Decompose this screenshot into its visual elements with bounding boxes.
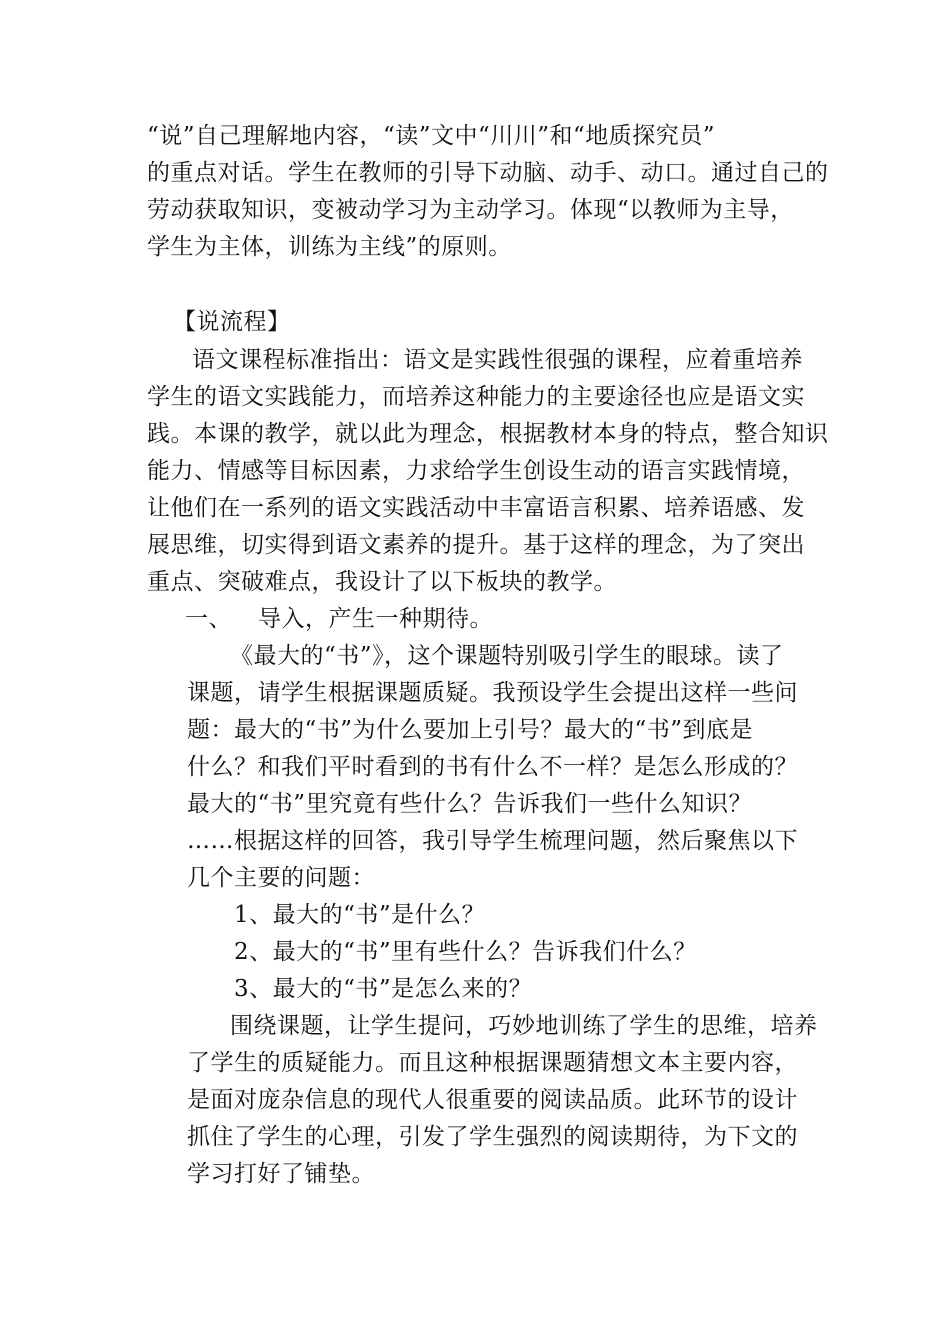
process-line-1: 语文课程标准指出：语文是实践性很强的课程，应着重培养 (192, 347, 803, 373)
step-one-line-5: 最大的“书”里究竟有些什么？告诉我们一些什么知识？ (187, 791, 753, 817)
intro-line-2: 的重点对话。学生在教师的引导下动脑、动手、动口。通过自己的 (147, 160, 829, 186)
summary-line-3: 是面对庞杂信息的现代人很重要的阅读品质。此环节的设计 (187, 1087, 798, 1113)
process-line-3: 践。本课的教学，就以此为理念，根据教材本身的特点，整合知识 (147, 421, 829, 447)
intro-line-3: 劳动获取知识，变被动学习为主动学习。体现“以教师为主导， (147, 197, 794, 223)
step-one-number: 一、 (185, 606, 232, 632)
summary-line-2: 了学生的质疑能力。而且这种根据课题猜想文本主要内容， (187, 1050, 798, 1076)
process-line-4: 能力、情感等目标因素，力求给学生创设生动的语言实践情境， (147, 458, 805, 484)
summary-line-1: 围绕课题，让学生提问，巧妙地训练了学生的思维，培养 (230, 1013, 818, 1039)
step-one-line-1: 《最大的“书”》，这个课题特别吸引学生的眼球。读了 (230, 643, 784, 669)
process-line-5: 让他们在一系列的语文实践活动中丰富语言积累、培养语感、发 (147, 495, 805, 521)
step-one-line-4: 什么？和我们平时看到的书有什么不一样？是怎么形成的？ (187, 754, 798, 780)
process-line-7: 重点、突破难点，我设计了以下板块的教学。 (147, 569, 617, 595)
step-one-title: 导入，产生一种期待。 (258, 606, 493, 632)
step-one-line-6: ……根据这样的回答，我引导学生梳理问题，然后聚焦以下 (187, 828, 798, 854)
process-line-2: 学生的语文实践能力，而培养这种能力的主要途径也应是语文实 (147, 384, 805, 410)
intro-line-4: 学生为主体，训练为主线”的原则。 (147, 234, 512, 260)
intro-line-1: “说”自己理解地内容，“读”文中“川川”和“地质探究员” (147, 123, 716, 149)
question-item-1: 1、最大的“书”是什么？ (234, 902, 486, 928)
question-item-2: 2、最大的“书”里有些什么？告诉我们什么？ (234, 939, 697, 965)
summary-line-4: 抓住了学生的心理，引发了学生强烈的阅读期待，为下文的 (187, 1124, 798, 1150)
step-one-line-3: 题：最大的“书”为什么要加上引号？最大的“书”到底是 (187, 717, 754, 743)
question-item-3: 3、最大的“书”是怎么来的？ (234, 976, 533, 1002)
summary-line-5: 学习打好了铺垫。 (187, 1161, 375, 1187)
section-heading: 【说流程】 (173, 309, 291, 335)
process-line-6: 展思维，切实得到语文素养的提升。基于这样的理念，为了突出 (147, 532, 805, 558)
step-one-line-2: 课题，请学生根据课题质疑。我预设学生会提出这样一些问 (187, 680, 798, 706)
step-one-line-7: 几个主要的问题： (187, 865, 375, 891)
